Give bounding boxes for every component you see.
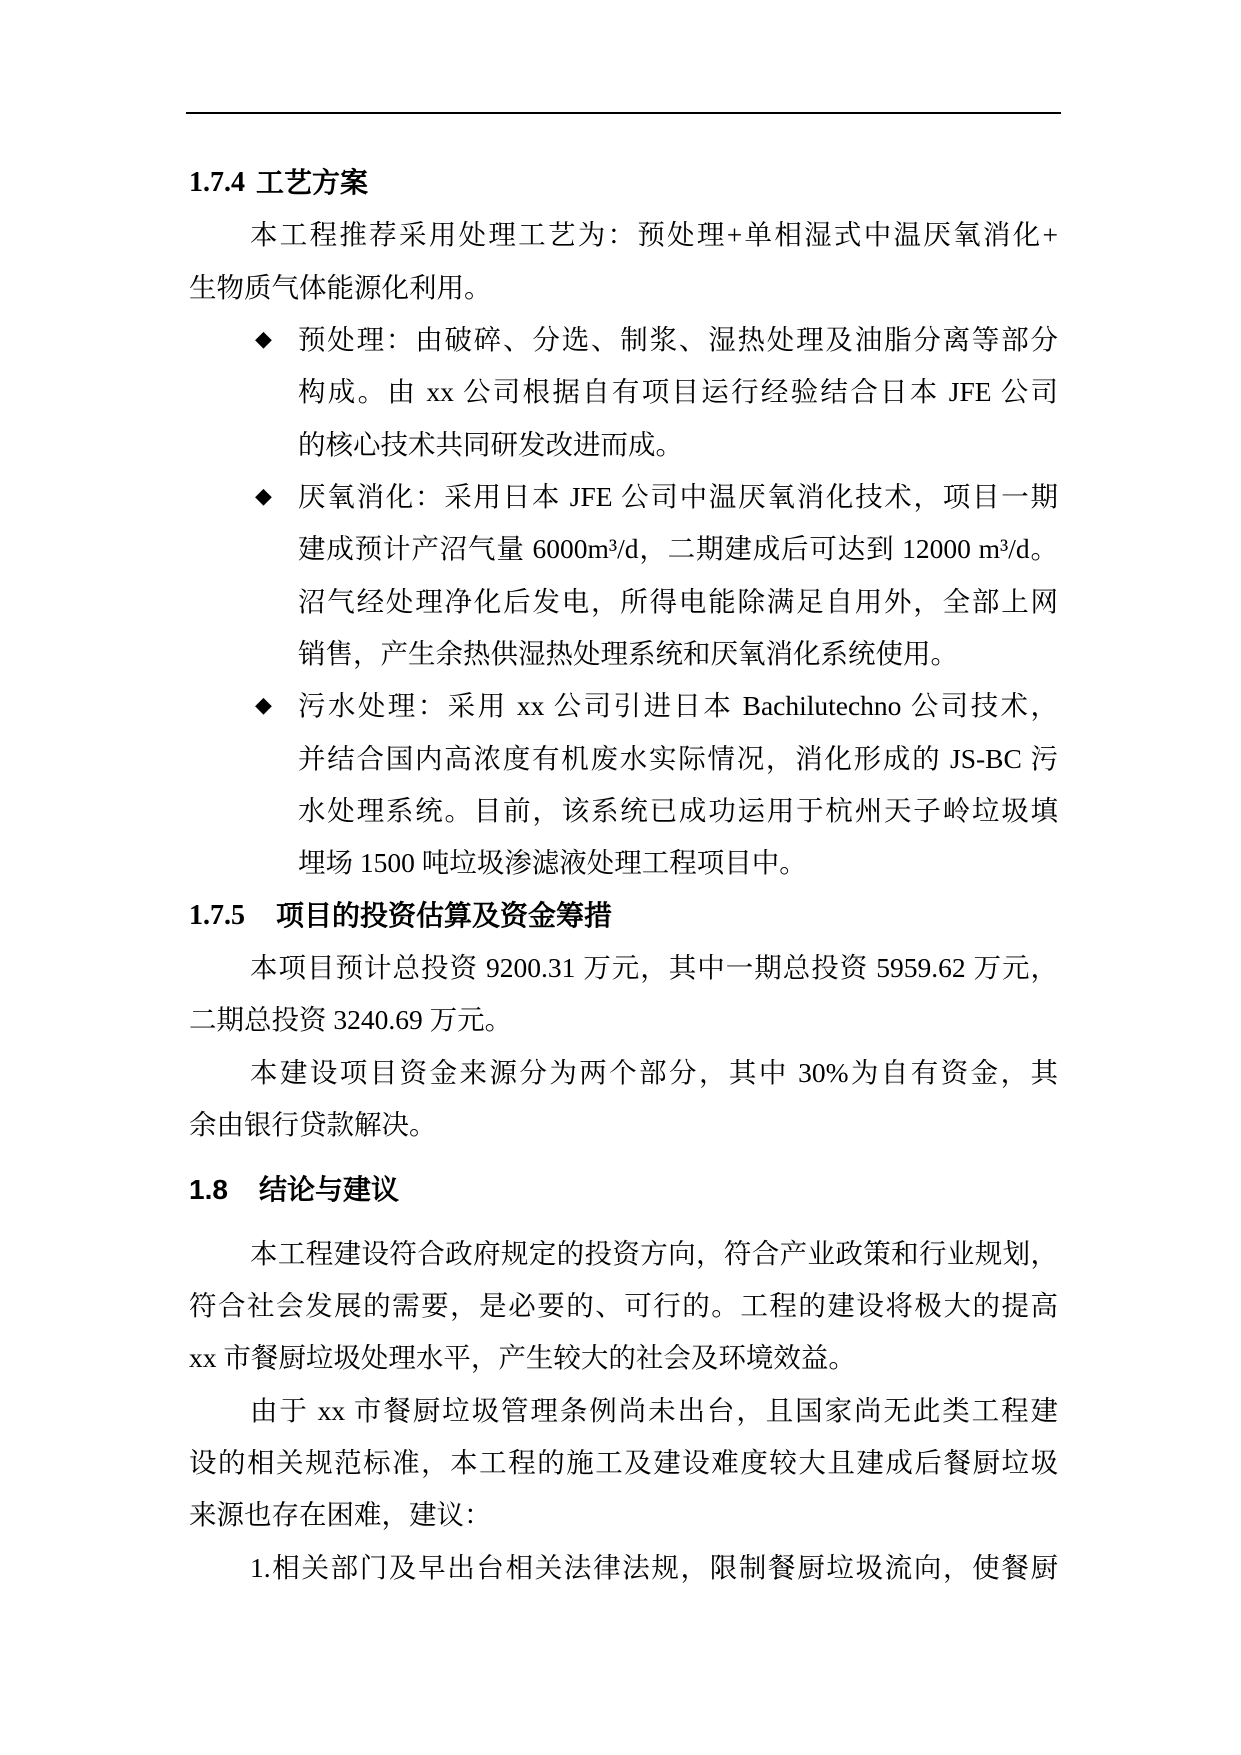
text-line: 符合社会发展的需要，是必要的、可行的。工程的建设将极大的提高 [189,1289,1058,1321]
paragraph [189,1047,1058,1152]
section-number: 1.7.4 [189,167,245,198]
text-line: 的核心技术共同研发改进而成。 [298,428,683,460]
text-line: 设的相关规范标准，本工程的施工及建设难度较大且建成后餐厨垃圾 [189,1446,1058,1478]
text-line: 销售，产生余热供湿热处理系统和厌氧消化系统使用。 [298,637,958,669]
section-number: 1.8 [189,1174,228,1206]
bullet-item [189,471,1058,680]
text-line: 由于 xx 市餐厨垃圾管理条例尚未出台，且国家尚无此类工程建 [250,1394,1058,1426]
bullet-item [189,680,1058,889]
document-body [189,157,1058,1594]
section-title: 工艺方案 [256,167,369,198]
text-line: xx 市餐厨垃圾处理水平，产生较大的社会及环境效益。 [189,1342,856,1374]
text-line: 埋场 1500 吨垃圾渗滤液处理工程项目中。 [298,847,807,879]
section-heading [189,157,1058,209]
text-line: 建成预计产沼气量 6000m³/d，二期建成后可达到 12000 m³/d。 [298,533,1058,565]
text-line: 预处理：由破碎、分选、制浆、湿热处理及油脂分离等部分 [298,323,1058,355]
text-line: 本工程建设符合政府规定的投资方向，符合产业政策和行业规划， [250,1237,1058,1269]
paragraph [189,1228,1058,1385]
bullet-diamond-icon: ◆ [255,693,272,719]
section-heading [189,890,1058,942]
text-line: 沼气经处理净化后发电，所得电能除满足自用外，全部上网 [298,585,1058,617]
text-line: 余由银行贷款解决。 [189,1108,437,1140]
text-line: 生物质气体能源化利用。 [189,271,492,303]
bullet-diamond-icon: ◆ [255,483,272,509]
section-heading [189,1164,1058,1216]
text-line: 二期总投资 3240.69 万元。 [189,1004,513,1036]
text-line: 本项目预计总投资 9200.31 万元，其中一期总投资 5959.62 万元， [250,951,1058,983]
paragraph [189,1385,1058,1542]
text-line: 本工程推荐采用处理工艺为：预处理+单相湿式中温厌氧消化+ [250,219,1058,251]
bullet-line [189,471,1058,523]
bullet-diamond-icon: ◆ [255,326,272,352]
section-title: 结论与建议 [259,1174,400,1206]
text-line: 并结合国内高浓度有机废水实际情况，消化形成的 JS-BC 污 [298,742,1058,774]
text-line: 污水处理：采用 xx 公司引进日本 Bachilutechno 公司技术， [298,690,1058,722]
bullet-line [189,680,1058,732]
bullet-line [189,314,1058,366]
section-title: 项目的投资估算及资金筹措 [276,899,613,931]
header-rule [186,112,1061,114]
text-line: 本建设项目资金来源分为两个部分，其中 30%为自有资金，其 [250,1056,1058,1088]
paragraph [189,942,1058,1047]
text-line: 来源也存在困难，建议： [189,1499,492,1531]
text-line: 1.相关部门及早出台相关法律法规，限制餐厨垃圾流向，使餐厨 [250,1551,1058,1583]
text-line: 厌氧消化：采用日本 JFE 公司中温厌氧消化技术，项目一期 [298,480,1058,512]
text-line: 构成。由 xx 公司根据自有项目运行经验结合日本 JFE 公司 [298,376,1058,408]
bullet-item [189,314,1058,471]
text-line: 水处理系统。目前，该系统已成功运用于杭州天子岭垃圾填 [298,794,1058,826]
section-number: 1.7.5 [189,899,245,931]
paragraph [189,1542,1058,1594]
paragraph [189,209,1058,314]
